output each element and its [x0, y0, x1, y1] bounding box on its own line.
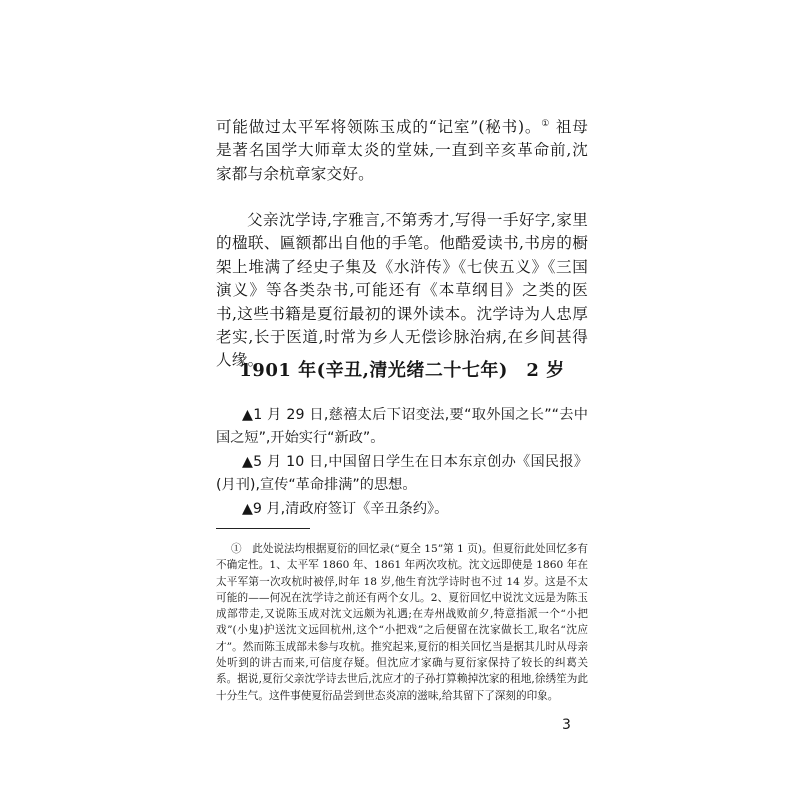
intro-paragraph [216, 116, 588, 186]
page-number: 3 [562, 717, 571, 733]
section-heading: 1901 年(辛丑,清光绪二十七年) 2 岁 [239, 360, 565, 381]
footnote [216, 541, 588, 704]
event-item: ▲1 月 29 日,慈禧太后下诏变法,要“取外国之长”“去中国之短”,开始实行“新政”。 [216, 407, 588, 446]
intro-text: 可能做过太平军将领陈玉成的“记室”(秘书)。 [216, 118, 542, 136]
father-paragraph [216, 209, 588, 373]
events-list [216, 404, 588, 523]
father-paragraph-text: 父亲沈学诗,字雅言,不第秀才,写得一手好字,家里的楹联、匾额都出自他的手笔。他酷爱读书,书房的橱架上堆满了经史子集及《水浒传》《七侠五义》《三国演义》等各类杂书,可能还有《本草纲目》之类的医书,这些书籍是夏衍最初的课外读本。沈学诗为人忠厚老实,长于医道,时常为乡人无偿诊脉治病,在乡间甚得人缘。 [216, 211, 588, 370]
event-item: ▲5 月 10 日,中国留日学生在日本东京创办《国民报》(月刊),宣传“革命排满”的思想。 [216, 454, 588, 493]
footnote-text: ① 此处说法均根据夏衍的回忆录(“夏全 15”第 1 页)。但夏衍此处回忆多有不确定性。1、太平军 1860 年、1861 年两次攻杭。沈文远即使是 1860 年在太平军第一次攻杭时被俘,时年 18 岁,他生育沈学诗时也不过 14 岁。这是不太可能的——何况在沈学诗之前还有两个女儿。2、夏衍回忆中说沈文远是为陈玉成部带走,又说陈玉成对沈文远颇为礼遇;在寿州战败前夕,特意指派一个“小把戏”(小鬼)护送沈文远回杭州,这个“小把戏”之后便留在沈家做长工,取名“沈应才”。然而陈玉成部未参与攻杭。推究起来,夏衍的相关回忆当是据其儿时从母亲处听到的讲古而来,可信度存疑。但沈应才家确与夏衍家保持了较长的纠葛关系。据说,夏衍父亲沈学诗去世后,沈应才的子孙打算赖掉沈家的租地,徐绣笙为此十分生气。这件事使夏衍品尝到世态炎凉的滋味,给其留下了深刻的印象。 [216, 543, 588, 702]
footnote-marker[interactable]: ① [541, 118, 551, 129]
event-item: ▲9 月,清政府签订《辛丑条约》。 [242, 501, 449, 518]
intro-text-continued: 祖母是著名国学大师章太炎的堂妹,一直到辛亥革命前,沈家都与余杭章家交好。 [216, 118, 588, 183]
footnote-divider [216, 528, 310, 529]
